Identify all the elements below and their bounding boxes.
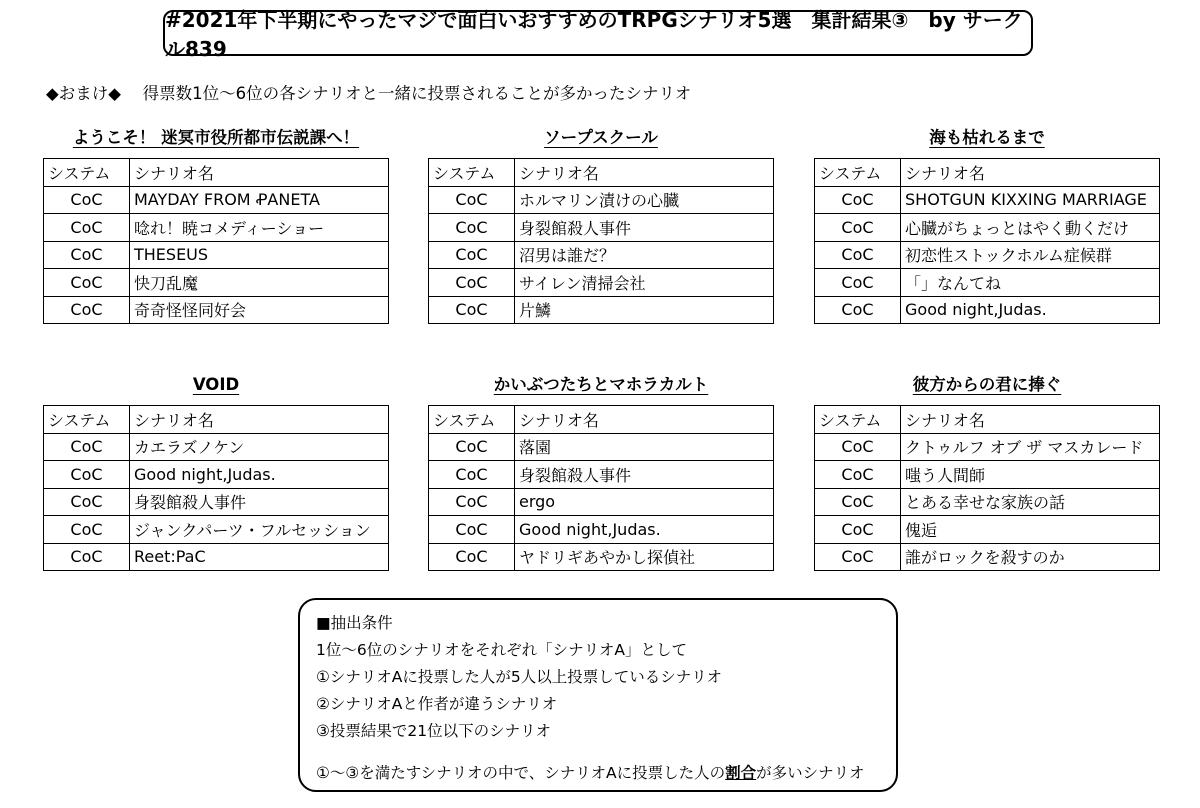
header-scenario-name: シナリオ名 [901, 159, 1160, 187]
table-header-row [429, 406, 774, 434]
system-cell: CoC [44, 296, 130, 324]
scenario-name-cell: 誰がロックを殺すのか [901, 543, 1160, 571]
scenario-name-cell: サイレン清掃会社 [515, 269, 774, 297]
condition-item: ②シナリオAと作者が違うシナリオ [316, 695, 558, 713]
header-system: システム [44, 406, 130, 434]
scenario-name-cell: クトゥルフ オブ ザ マスカレード [901, 433, 1160, 461]
system-cell: CoC [429, 241, 515, 269]
system-cell: CoC [429, 214, 515, 242]
scenario-name-cell: 「」なんてね [901, 269, 1160, 297]
scenario-name-cell: ergo [515, 488, 774, 516]
table-row [429, 241, 774, 269]
table-row [815, 186, 1160, 214]
scenario-name-cell: ヤドリギあやかし探偵社 [515, 543, 774, 571]
header-scenario-name: シナリオ名 [515, 406, 774, 434]
table-row [44, 269, 389, 297]
system-cell: CoC [429, 433, 515, 461]
conditions-intro: 1位～6位のシナリオをそれぞれ「シナリオA」として [316, 641, 688, 659]
system-cell: CoC [815, 488, 901, 516]
scenario-name-cell: 奇奇怪怪同好会 [130, 296, 389, 324]
scenario-name-cell: 沼男は誰だ？ [515, 241, 774, 269]
header-scenario-name: シナリオ名 [130, 159, 389, 187]
system-cell: CoC [815, 241, 901, 269]
scenario-name-cell: MAYDAY FROM ꝒANETA [130, 186, 389, 214]
table-row [44, 214, 389, 242]
system-cell: CoC [815, 543, 901, 571]
summary-text-end: が多いシナリオ [756, 764, 865, 782]
system-cell: CoC [44, 241, 130, 269]
scenario-name-cell: 身裂館殺人事件 [515, 214, 774, 242]
summary-emphasis: 割合 [725, 764, 757, 782]
scenario-name-cell: 傀逅 [901, 516, 1160, 544]
table-row [815, 543, 1160, 571]
table-row [44, 543, 389, 571]
system-cell: CoC [815, 269, 901, 297]
header-system: システム [429, 406, 515, 434]
conditions-box [298, 598, 898, 792]
system-cell: CoC [44, 543, 130, 571]
scenario-name-cell: 身裂館殺人事件 [515, 461, 774, 489]
scenario-block [428, 371, 774, 571]
system-cell: CoC [815, 296, 901, 324]
scenario-name-cell: 片鱗 [515, 296, 774, 324]
table-row [44, 433, 389, 461]
table-row [429, 214, 774, 242]
scenario-table [428, 405, 774, 571]
table-row [815, 488, 1160, 516]
condition-item: ③投票結果で21位以下のシナリオ [316, 722, 551, 740]
scenario-name-cell: 心臓がちょっとはやく動くだけ [901, 214, 1160, 242]
summary-text: ①～③を満たすシナリオの中で、シナリオAに投票した人の [316, 764, 726, 782]
system-cell: CoC [429, 269, 515, 297]
table-row [44, 241, 389, 269]
system-cell: CoC [429, 461, 515, 489]
table-row [815, 296, 1160, 324]
scenario-block [43, 124, 389, 324]
scenario-name-cell: Good night,Judas. [130, 461, 389, 489]
table-row [815, 461, 1160, 489]
condition-item: ①シナリオAに投票した人が5人以上投票しているシナリオ [316, 668, 723, 686]
table-row [429, 433, 774, 461]
scenario-table [43, 158, 389, 324]
scenario-heading: 海も枯れるまで [929, 128, 1045, 147]
scenario-name-cell: Good night,Judas. [515, 516, 774, 544]
header-scenario-name: シナリオ名 [130, 406, 389, 434]
system-cell: CoC [44, 186, 130, 214]
scenario-name-cell: とある幸せな家族の話 [901, 488, 1160, 516]
table-row [429, 543, 774, 571]
scenario-heading: ソープスクール [544, 128, 658, 147]
system-cell: CoC [429, 186, 515, 214]
scenario-block [814, 124, 1160, 324]
scenario-name-cell: 初恋性ストックホルム症候群 [901, 241, 1160, 269]
table-row [44, 488, 389, 516]
table-header-row [815, 159, 1160, 187]
table-row [815, 516, 1160, 544]
system-cell: CoC [429, 516, 515, 544]
scenario-table [43, 405, 389, 571]
header-system: システム [815, 159, 901, 187]
scenario-name-cell: 落園 [515, 433, 774, 461]
table-row [429, 516, 774, 544]
header-system: システム [44, 159, 130, 187]
scenario-name-cell: 身裂館殺人事件 [130, 488, 389, 516]
table-header-row [429, 159, 774, 187]
scenario-table [814, 405, 1160, 571]
conditions-title: ■抽出条件 [316, 614, 393, 632]
scenario-name-cell: 快刀乱魔 [130, 269, 389, 297]
table-header-row [44, 406, 389, 434]
table-row [815, 433, 1160, 461]
scenario-name-cell: Reet:PaC [130, 543, 389, 571]
table-row [44, 461, 389, 489]
table-row [815, 269, 1160, 297]
system-cell: CoC [429, 488, 515, 516]
system-cell: CoC [815, 461, 901, 489]
system-cell: CoC [815, 186, 901, 214]
table-header-row [815, 406, 1160, 434]
table-row [44, 186, 389, 214]
header-scenario-name: シナリオ名 [515, 159, 774, 187]
scenario-heading: ようこそ！ 迷冥市役所都市伝説課へ！ [72, 128, 360, 147]
scenario-heading: かいぶつたちとマホラカルト [493, 375, 709, 394]
header-system: システム [815, 406, 901, 434]
scenario-name-cell: Good night,Judas. [901, 296, 1160, 324]
scenario-name-cell: 唸れ！暁コメディーショー [130, 214, 389, 242]
system-cell: CoC [44, 488, 130, 516]
table-row [429, 186, 774, 214]
table-row [44, 516, 389, 544]
system-cell: CoC [429, 543, 515, 571]
system-cell: CoC [44, 433, 130, 461]
scenario-name-cell: SHOTGUN KIXXING MARRIAGE [901, 186, 1160, 214]
table-header-row [44, 159, 389, 187]
scenario-block [428, 124, 774, 324]
scenario-table [814, 158, 1160, 324]
conditions-summary [316, 760, 896, 787]
page-title: #2021年下半期にやったマジで面白いおすすめのTRPGシナリオ5選 集計結果③ by サークル839 [165, 8, 1023, 61]
system-cell: CoC [44, 269, 130, 297]
scenario-name-cell: THESEUS [130, 241, 389, 269]
scenario-name-cell: ホルマリン漬けの心臓 [515, 186, 774, 214]
header-scenario-name: シナリオ名 [901, 406, 1160, 434]
system-cell: CoC [44, 214, 130, 242]
scenario-table [428, 158, 774, 324]
table-row [429, 269, 774, 297]
table-row [815, 214, 1160, 242]
scenario-block [814, 371, 1160, 571]
scenario-name-cell: 嗤う人間師 [901, 461, 1160, 489]
system-cell: CoC [44, 461, 130, 489]
table-row [815, 241, 1160, 269]
system-cell: CoC [44, 516, 130, 544]
table-row [429, 488, 774, 516]
scenario-name-cell: カエラズノケン [130, 433, 389, 461]
scenario-name-cell: ジャンクパーツ・フルセッション [130, 516, 389, 544]
system-cell: CoC [815, 433, 901, 461]
scenario-block [43, 371, 389, 571]
subtitle: ◆おまけ◆ 得票数1位～6位の各シナリオと一緒に投票されることが多かったシナリオ [46, 84, 692, 103]
header-system: システム [429, 159, 515, 187]
title-box [163, 8, 1033, 61]
system-cell: CoC [815, 516, 901, 544]
system-cell: CoC [429, 296, 515, 324]
scenario-heading: 彼方からの君に捧ぐ [912, 375, 1062, 394]
table-row [44, 296, 389, 324]
system-cell: CoC [815, 214, 901, 242]
table-row [429, 461, 774, 489]
scenario-heading: VOID [192, 375, 240, 394]
table-row [429, 296, 774, 324]
